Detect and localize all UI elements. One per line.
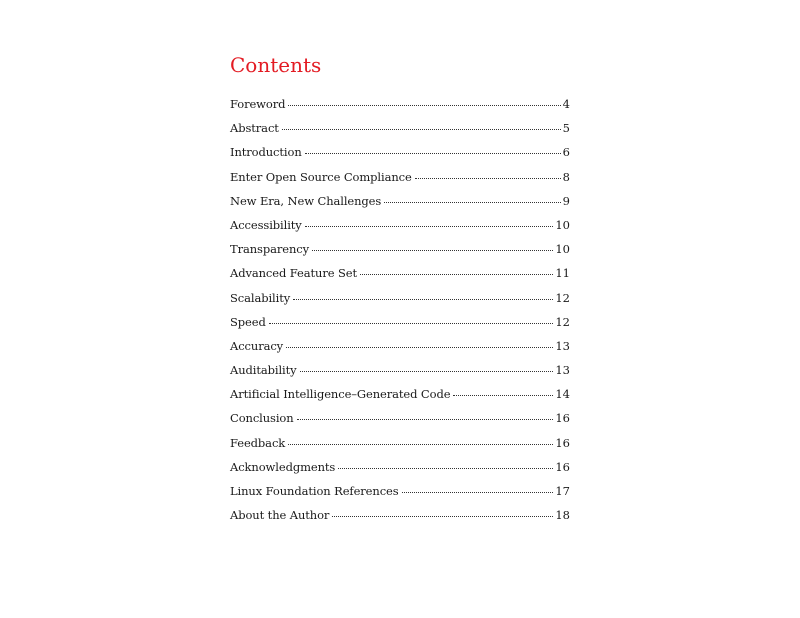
toc-entry-label[interactable]: Acknowledgments	[230, 459, 336, 474]
dot-leader	[300, 371, 554, 372]
toc-entry[interactable]	[230, 387, 570, 411]
toc-entry[interactable]	[230, 411, 570, 435]
toc-entry[interactable]	[230, 363, 570, 387]
dot-leader	[288, 444, 553, 445]
toc-entry-label[interactable]: Conclusion	[230, 411, 294, 426]
toc-entry-label[interactable]: Advanced Feature Set	[230, 266, 357, 281]
dot-leader	[312, 250, 553, 251]
toc-entry[interactable]	[230, 266, 570, 290]
dot-leader	[269, 323, 554, 324]
dot-leader	[288, 105, 560, 106]
dot-leader	[360, 274, 553, 275]
toc-entry-label[interactable]: Accessibility	[230, 217, 302, 232]
toc-entry-page-number[interactable]: 9	[562, 193, 570, 208]
toc-entry-label[interactable]: Speed	[230, 314, 266, 329]
toc-entry-label[interactable]: Abstract	[230, 121, 279, 136]
dot-leader	[332, 516, 553, 517]
dot-leader	[453, 395, 553, 396]
toc-entry[interactable]	[230, 170, 570, 194]
toc-entry-label[interactable]: Feedback	[230, 435, 286, 450]
toc-entry[interactable]	[230, 121, 570, 145]
toc-entry-label[interactable]: Artificial Intelligence–Generated Code	[230, 387, 451, 402]
dot-leader	[282, 129, 561, 130]
dot-leader	[305, 226, 554, 227]
toc-entry-page-number[interactable]: 13	[555, 338, 570, 353]
toc-entry-label[interactable]: Transparency	[230, 242, 309, 257]
toc-entry[interactable]	[230, 145, 570, 169]
dot-leader	[286, 347, 553, 348]
toc-entry[interactable]	[230, 508, 570, 532]
toc-entry-page-number[interactable]: 16	[555, 459, 570, 474]
toc-entry-label[interactable]: Linux Foundation References	[230, 484, 399, 498]
dot-leader	[402, 492, 554, 493]
toc-entry[interactable]	[230, 97, 570, 121]
toc-entry-page-number[interactable]: 13	[555, 363, 570, 378]
toc-entry-page-number[interactable]: 10	[555, 242, 570, 257]
toc-entry-label[interactable]: Foreword	[230, 97, 286, 111]
toc-entry[interactable]	[230, 436, 570, 460]
toc-entry-page-number[interactable]: 18	[555, 508, 570, 523]
toc-entry-page-number[interactable]: 12	[555, 314, 570, 329]
toc-entry-page-number[interactable]: 14	[555, 387, 570, 402]
toc-entry-label[interactable]: About the Author	[230, 508, 330, 523]
toc-entry[interactable]	[230, 460, 570, 484]
toc-entry[interactable]	[230, 484, 570, 508]
toc-entry-label[interactable]: New Era, New Challenges	[230, 193, 382, 208]
dot-leader	[297, 419, 554, 420]
dot-leader	[384, 202, 560, 203]
toc-entry[interactable]	[230, 315, 570, 339]
table-of-contents	[230, 97, 570, 532]
toc-entry[interactable]	[230, 218, 570, 242]
dot-leader	[293, 299, 553, 300]
toc-entry-page-number[interactable]: 10	[555, 217, 570, 232]
toc-entry-page-number[interactable]: 5	[562, 121, 570, 136]
toc-entry-label[interactable]: Scalability	[230, 290, 291, 305]
toc-entry[interactable]	[230, 242, 570, 266]
toc-entry-page-number[interactable]: 4	[562, 97, 570, 111]
dot-leader	[338, 468, 553, 469]
toc-entry-label[interactable]: Introduction	[230, 145, 302, 160]
toc-entry-label[interactable]: Auditability	[230, 363, 297, 378]
page-title: Contents	[230, 53, 322, 77]
toc-entry-label[interactable]: Enter Open Source Compliance	[230, 169, 412, 184]
toc-entry-page-number[interactable]: 16	[555, 435, 570, 450]
toc-entry-page-number[interactable]: 11	[555, 266, 570, 281]
toc-entry-label[interactable]: Accuracy	[230, 338, 284, 353]
toc-entry-page-number[interactable]: 6	[562, 145, 570, 160]
toc-entry[interactable]	[230, 339, 570, 363]
toc-entry[interactable]	[230, 291, 570, 315]
toc-entry-page-number[interactable]: 12	[555, 290, 570, 305]
dot-leader	[415, 178, 561, 179]
toc-entry[interactable]	[230, 194, 570, 218]
toc-entry-page-number[interactable]: 8	[562, 169, 570, 184]
toc-entry-page-number[interactable]: 16	[555, 411, 570, 426]
dot-leader	[305, 153, 561, 154]
toc-entry-page-number[interactable]: 17	[555, 484, 570, 498]
